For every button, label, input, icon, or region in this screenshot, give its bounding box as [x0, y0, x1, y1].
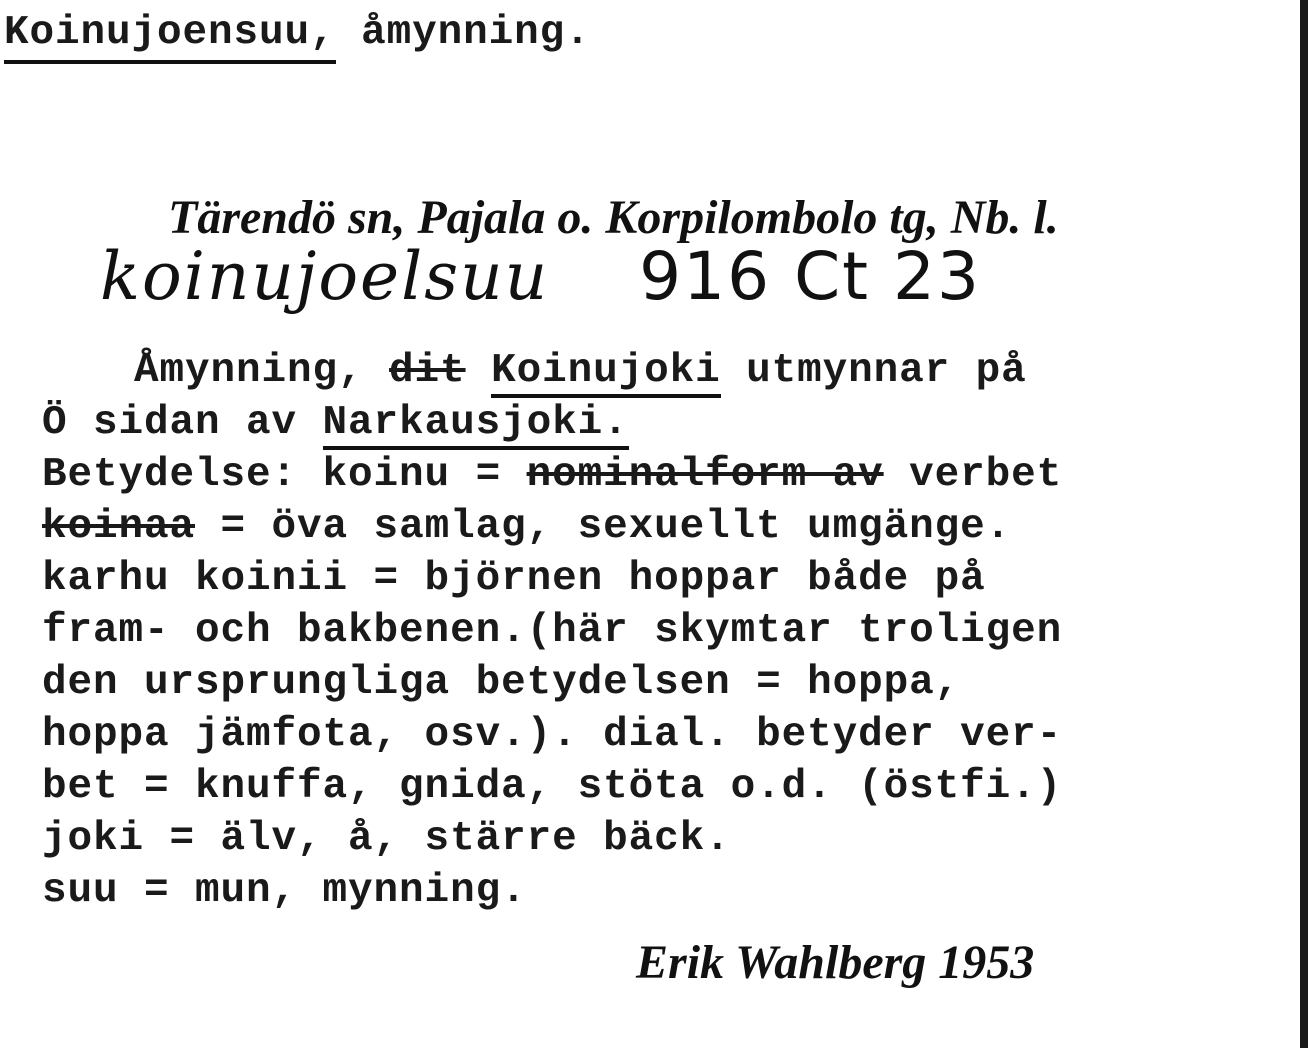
- card-heading: [4, 10, 591, 56]
- card-edge: [1300, 0, 1308, 1048]
- body-text-segment: = öva samlag, sexuellt umgänge.: [195, 504, 1012, 550]
- handwritten-code: 916 Ct 23: [639, 238, 981, 315]
- body-line-3: [42, 449, 1062, 501]
- body-text-segment: verbet: [883, 452, 1063, 498]
- struck-text: nominalform av: [526, 452, 884, 498]
- location-line: Tärendö sn, Pajala o. Korpilombolo tg, Nb. l.: [168, 191, 1059, 244]
- body-text-segment: Åmynning,: [134, 348, 390, 394]
- body-text-segment: Ö sidan av: [42, 400, 323, 446]
- underlined-river-name: Narkausjoki.: [323, 400, 629, 450]
- handwritten-note: [100, 238, 981, 315]
- signature: Erik Wahlberg 1953: [636, 936, 1035, 989]
- body-line-9: bet = knuffa, gnida, stöta o.d. (östfi.): [42, 764, 1063, 810]
- body-text-segment: utmynnar på: [720, 348, 1027, 394]
- body-line-5: karhu koinii = björnen hoppar både på: [42, 556, 986, 602]
- body-text-segment: Betydelse: koinu =: [42, 452, 527, 498]
- heading-name: Koinujoensuu,: [4, 10, 336, 64]
- body-line-1: [42, 345, 1062, 397]
- body-line-6: fram- och bakbenen.(här skymtar troligen: [42, 608, 1063, 654]
- body-line-10: joki = älv, å, stärre bäck.: [42, 816, 731, 862]
- body-line-4: [42, 501, 1062, 553]
- body-line-2: [42, 397, 1062, 449]
- heading-type: åmynning.: [361, 10, 591, 56]
- underlined-river-name: Koinujoki: [491, 348, 721, 398]
- body-line-11: suu = mun, mynning.: [42, 868, 527, 914]
- body-text-segment: [466, 348, 492, 394]
- body-line-8: hoppa jämfota, osv.). dial. betyder ver-: [42, 712, 1063, 758]
- body-line-7: den ursprungliga betydelsen = hoppa,: [42, 660, 961, 706]
- struck-text: koinaa: [42, 504, 196, 550]
- struck-text: dit: [389, 348, 466, 394]
- handwritten-name: koinujoelsuu: [100, 238, 550, 315]
- card-body: [42, 345, 1062, 917]
